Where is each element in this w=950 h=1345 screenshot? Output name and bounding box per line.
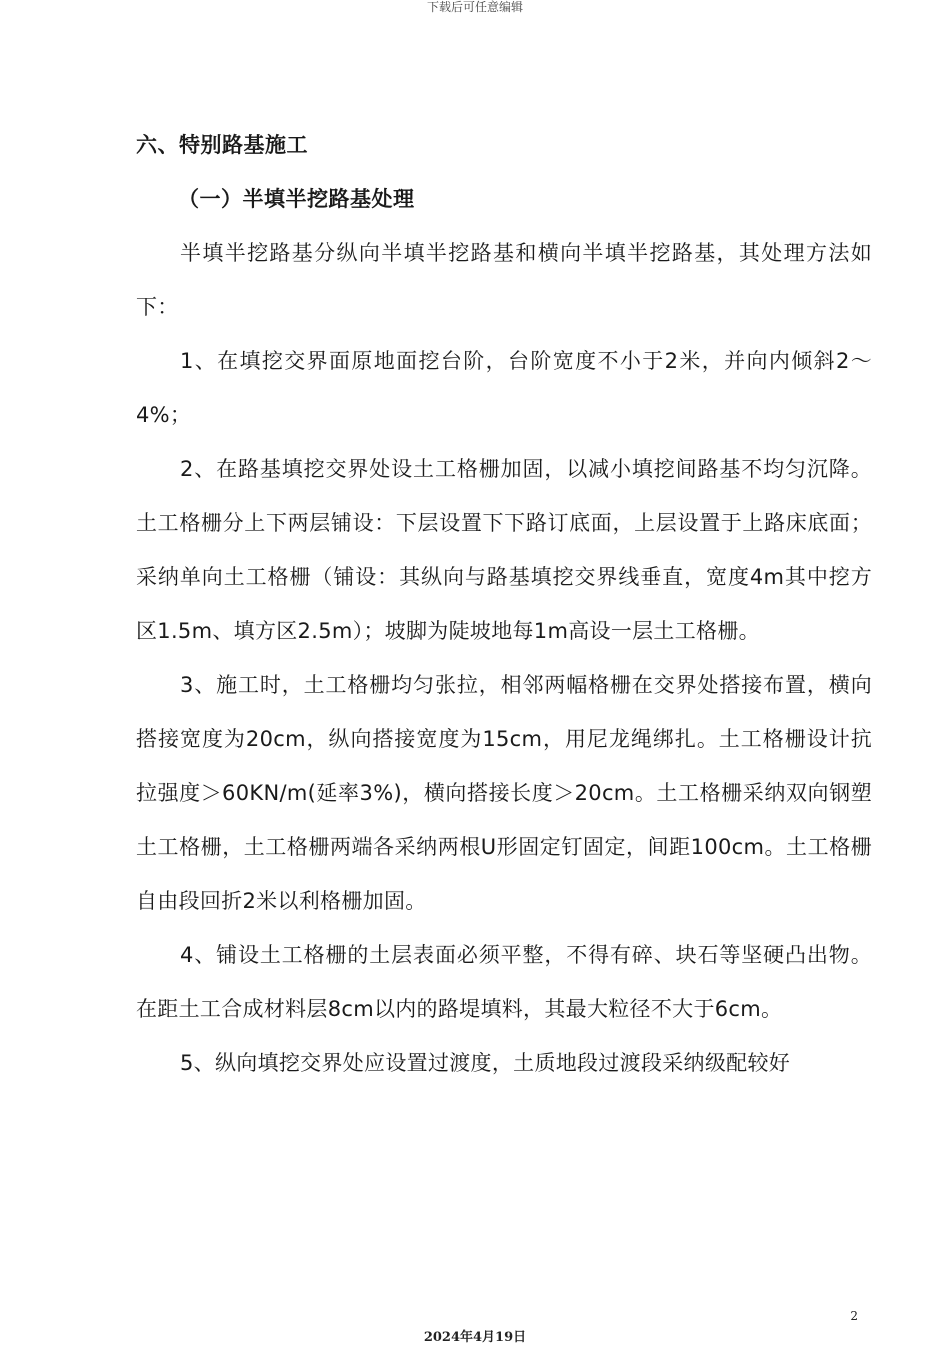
subsection-title: （一）半填半挖路基处理 <box>178 187 415 211</box>
paragraph-item-4: 4、铺设土工格栅的土层表面必须平整，不得有碎、块石等坚硬凸出物。在距土工合成材料层8cm以内的路堤填料，其最大粒径不大于6cm。 <box>136 943 872 1021</box>
paragraph-item-5: 5、纵向填挖交界处应设置过渡度，土质地段过渡段采纳级配较好 <box>180 1051 791 1075</box>
paragraph-intro: 半填半挖路基分纵向半填半挖路基和横向半填半挖路基，其处理方法如下： <box>136 241 872 319</box>
paragraph-item-1: 1、在填挖交界面原地面挖台阶，台阶宽度不小于2米，并向内倾斜2～4%； <box>136 349 872 427</box>
section-title: 六、特别路基施工 <box>136 133 308 157</box>
document-body <box>136 118 872 1090</box>
footer-date: 2024年4月19日 <box>423 1330 527 1345</box>
paragraph-item-3: 3、施工时，土工格栅均匀张拉，相邻两幅格栅在交界处搭接布置，横向搭接宽度为20cm，纵向搭接宽度为15cm，用尼龙绳绑扎。土工格栅设计抗拉强度＞60KN/m(延率3%)，横向搭接长度＞20cm。土工格栅采纳双向钢塑土工格栅，土工格栅两端各采纳两根U形固定钉固定，间距100cm。土工格栅自由段回折2米以利格栅加固。 <box>136 673 872 913</box>
paragraph-item-2: 2、在路基填挖交界处设土工格栅加固，以减小填挖间路基不均匀沉降。土工格栅分上下两层铺设：下层设置下下路订底面，上层设置于上路床底面；采纳单向土工格栅（铺设：其纵向与路基填挖交界线垂直，宽度4m其中挖方区1.5m、填方区2.5m）；坡脚为陡坡地每1m高设一层土工格栅。 <box>136 457 872 643</box>
page-number: 2 <box>850 1309 858 1323</box>
header-note: 下载后可任意编辑 <box>426 0 523 14</box>
